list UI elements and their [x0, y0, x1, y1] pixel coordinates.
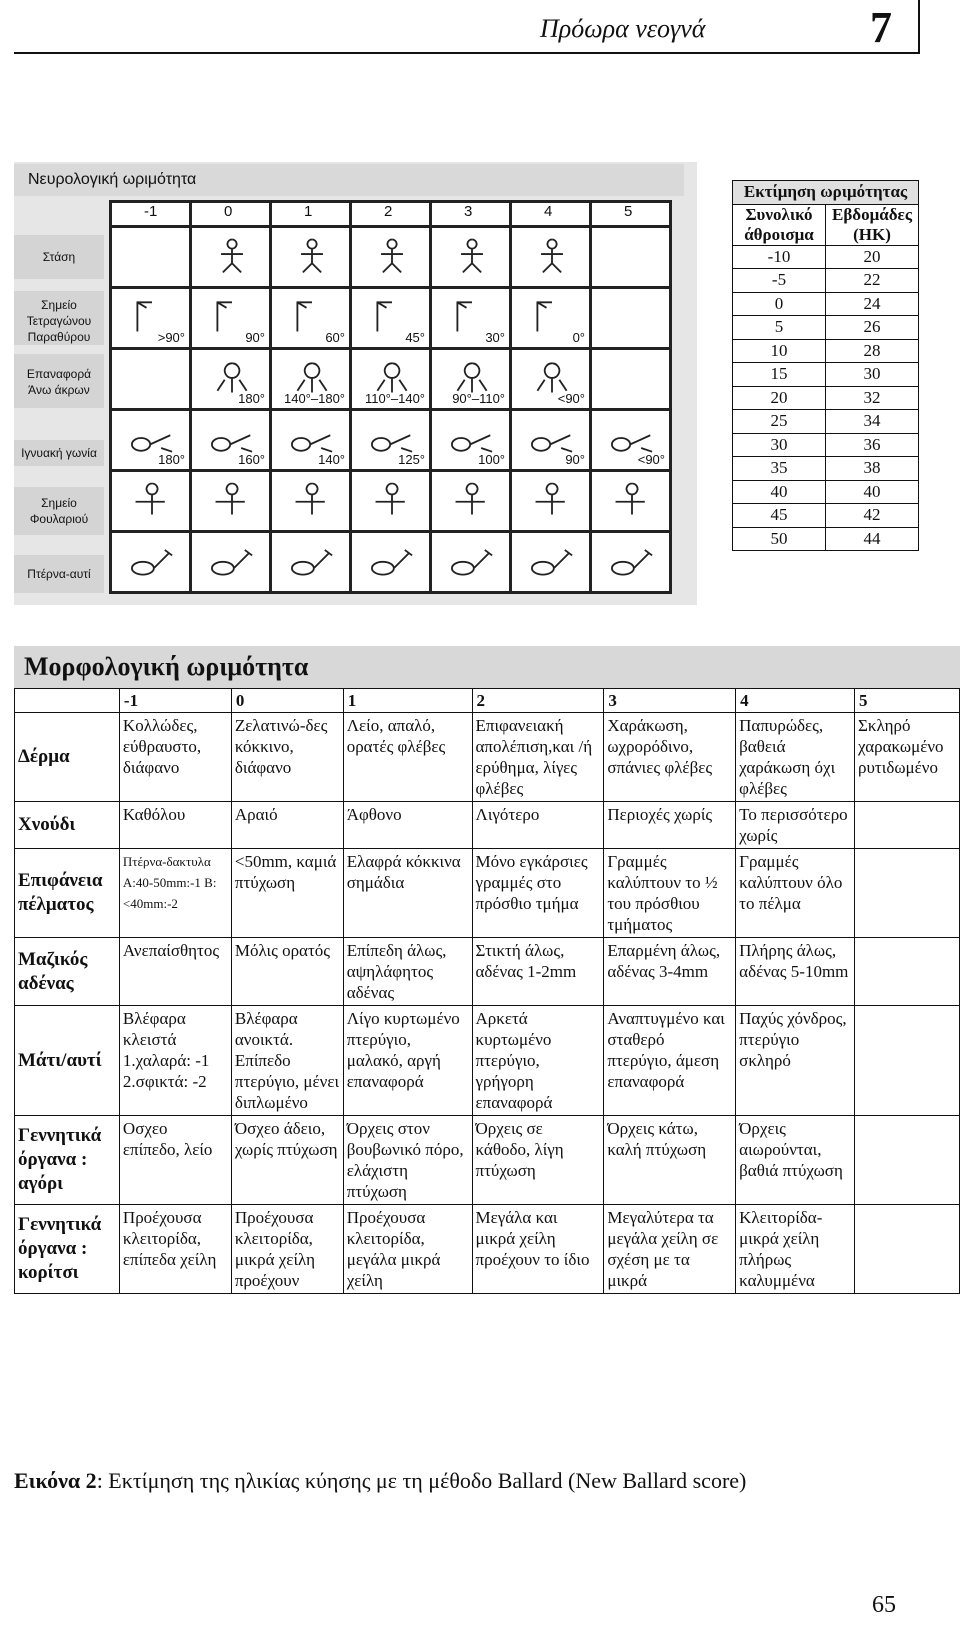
maturity-weeks: 20	[826, 245, 919, 269]
header-divider	[918, 0, 920, 54]
maturity-score: 10	[733, 339, 826, 363]
morph-cell	[855, 1116, 960, 1205]
neuro-cell	[431, 288, 511, 349]
neuro-posture-sketch-icon	[122, 478, 182, 520]
caption-label: Εικόνα 2	[14, 1468, 97, 1493]
maturity-weeks: 30	[826, 363, 919, 387]
neuro-cell	[591, 410, 671, 471]
maturity-title: Εκτίμηση ωριμότητας	[733, 181, 919, 205]
morph-cell: Κολλώδες, εύθραυστο, διάφανο	[119, 713, 231, 802]
morph-cell: Επαρμένη άλως, αδένας 3-4mm	[604, 938, 736, 1006]
morph-col-header: 3	[604, 689, 736, 713]
morph-cell: Παχύς χόνδρος, πτερύγιο σκληρό	[736, 1006, 855, 1116]
neuro-angle-label: <90°	[637, 452, 665, 467]
neuro-cell	[191, 349, 271, 410]
morph-cell: Προέχουσα κλειτορίδα, μικρά χείλη προέχουν	[231, 1205, 343, 1294]
morph-cell: Ανεπαίσθητος	[119, 938, 231, 1006]
maturity-row	[733, 504, 919, 528]
neuro-cell	[431, 532, 511, 593]
neuro-row	[111, 349, 671, 410]
neuro-angle-label: 90°	[565, 452, 585, 467]
morph-cell: Πτέρνα-δακτυλα A:40-50mm:-1 B:<40mm:-2	[119, 849, 231, 938]
neuro-row	[111, 288, 671, 349]
neuro-posture-sketch-icon	[282, 539, 342, 581]
neuro-cell	[271, 227, 351, 288]
neuro-row-label: Ιγνυακή γωνία	[14, 440, 104, 466]
neuro-col-header: 1	[271, 202, 351, 227]
neuro-col-header: 0	[191, 202, 271, 227]
morph-cell	[855, 802, 960, 849]
maturity-col-score: Συνολικό άθροισμα	[733, 204, 826, 245]
neuro-posture-sketch-icon	[362, 234, 422, 276]
morph-cell	[855, 849, 960, 938]
neuro-cell	[351, 227, 431, 288]
neuro-posture-sketch-icon	[442, 539, 502, 581]
neuro-cell	[191, 288, 271, 349]
neuro-angle-label: <90°	[557, 391, 585, 406]
morph-row-label: Γεννητικά όργανα : κορίτσι	[15, 1205, 120, 1294]
neuro-angle-label: 45°	[405, 330, 425, 345]
neuro-cell	[431, 410, 511, 471]
neuro-cell	[511, 349, 591, 410]
neuro-cell	[271, 532, 351, 593]
morph-corner	[15, 689, 120, 713]
morph-row	[15, 849, 960, 938]
neuro-cell	[351, 471, 431, 532]
neuro-cell	[511, 532, 591, 593]
morph-row	[15, 1006, 960, 1116]
neuro-cell	[111, 532, 191, 593]
morph-row-label: Επιφάνεια πέλματος	[15, 849, 120, 938]
morph-cell: Γραμμές καλύπτουν το ½ του πρόσθιου τμήματος	[604, 849, 736, 938]
maturity-score: -10	[733, 245, 826, 269]
morph-cell: Στικτή άλως, αδένας 1-2mm	[472, 938, 604, 1006]
morph-cell: Χαράκωση, ωχρορόδινο, σπάνιες φλέβες	[604, 713, 736, 802]
neuro-angle-label: 125°	[398, 452, 425, 467]
maturity-row	[733, 269, 919, 293]
morph-cell: Το περισσότερο χωρίς	[736, 802, 855, 849]
figure-caption	[14, 1468, 944, 1494]
morph-cell: Όρχεις στον βουβωνικό πόρο, ελάχιστη πτύχωση	[343, 1116, 472, 1205]
neuro-posture-sketch-icon	[602, 478, 662, 520]
neuro-angle-label: 140°–180°	[283, 391, 345, 406]
maturity-score: 20	[733, 386, 826, 410]
neuro-angle-label: 180°	[158, 452, 185, 467]
neuro-cell	[431, 471, 511, 532]
maturity-score: 5	[733, 316, 826, 340]
morph-cell: Μόλις ορατός	[231, 938, 343, 1006]
neuro-angle-label: 110°–140°	[364, 391, 425, 406]
morph-col-header: 2	[472, 689, 604, 713]
maturity-score: -5	[733, 269, 826, 293]
maturity-score: 15	[733, 363, 826, 387]
morph-cell	[855, 938, 960, 1006]
neuro-posture-sketch-icon	[442, 478, 502, 520]
neuro-cell	[191, 227, 271, 288]
neuro-row-label: Επαναφορά Άνω άκρων	[14, 354, 104, 408]
maturity-row	[733, 363, 919, 387]
morph-row	[15, 713, 960, 802]
neuro-title: Νευρολογική ωριμότητα	[14, 164, 684, 196]
maturity-rating-table	[732, 180, 919, 551]
neuro-row	[111, 410, 671, 471]
neuro-posture-sketch-icon	[202, 234, 262, 276]
morph-row-label: Μαζικός αδένας	[15, 938, 120, 1006]
maturity-weeks: 22	[826, 269, 919, 293]
neuro-posture-sketch-icon	[202, 539, 262, 581]
neuro-angle-label: 0°	[572, 330, 585, 345]
neuro-row	[111, 532, 671, 593]
morph-col-header: 5	[855, 689, 960, 713]
maturity-row	[733, 386, 919, 410]
neuro-posture-sketch-icon	[522, 478, 582, 520]
maturity-weeks: 44	[826, 527, 919, 551]
neuro-cell	[111, 227, 191, 288]
maturity-weeks: 24	[826, 292, 919, 316]
morph-cell: Αρκετά κυρτωμένο πτερύγιο, γρήγορη επαναφορά	[472, 1006, 604, 1116]
maturity-row	[733, 316, 919, 340]
maturity-score: 25	[733, 410, 826, 434]
neuro-cell	[271, 288, 351, 349]
neuro-posture-sketch-icon	[602, 539, 662, 581]
morph-cell	[855, 1006, 960, 1116]
neuro-angle-label: 90°	[245, 330, 265, 345]
morph-cell: Λιγότερο	[472, 802, 604, 849]
morph-cell: Παπυρώδες, βαθειά χαράκωση όχι φλέβες	[736, 713, 855, 802]
morph-cell: Αραιό	[231, 802, 343, 849]
maturity-weeks: 34	[826, 410, 919, 434]
morph-row	[15, 938, 960, 1006]
neuro-cell	[351, 288, 431, 349]
neuro-cell	[351, 410, 431, 471]
morph-cell: Καθόλου	[119, 802, 231, 849]
maturity-weeks: 38	[826, 457, 919, 481]
neuro-posture-sketch-icon	[122, 539, 182, 581]
neuro-angle-label: 100°	[478, 452, 505, 467]
neuro-posture-sketch-icon	[522, 234, 582, 276]
morph-cell: Περιοχές χωρίς	[604, 802, 736, 849]
neuro-col-header: 5	[591, 202, 671, 227]
morph-cell: Προέχουσα κλειτορίδα, επίπεδα χείλη	[119, 1205, 231, 1294]
morph-cell: Όρχεις σε κάθοδο, λίγη πτύχωση	[472, 1116, 604, 1205]
neuro-cell	[591, 227, 671, 288]
neuro-row	[111, 227, 671, 288]
morph-cell: Σκληρό χαρακωμένο ρυτιδωμένο	[855, 713, 960, 802]
chapter-number: 7	[870, 3, 892, 52]
neuro-posture-sketch-icon	[202, 478, 262, 520]
morph-cell: Οσχεο επίπεδο, λείο	[119, 1116, 231, 1205]
neuro-cell	[511, 227, 591, 288]
page-number: 65	[872, 1592, 896, 1618]
neuro-angle-label: 90°–110°	[452, 391, 505, 406]
maturity-score: 40	[733, 480, 826, 504]
morph-cell: Μόνο εγκάρσιες γραμμές στο πρόσθιο τμήμα	[472, 849, 604, 938]
maturity-row	[733, 339, 919, 363]
maturity-weeks: 42	[826, 504, 919, 528]
neuro-angle-label: 60°	[325, 330, 345, 345]
maturity-weeks: 26	[826, 316, 919, 340]
neuro-cell	[271, 471, 351, 532]
neuro-posture-sketch-icon	[362, 478, 422, 520]
neuro-posture-sketch-icon	[442, 234, 502, 276]
morph-cell: Βλέφαρα κλειστά 1.χαλαρά: -1 2.σφικτά: -2	[119, 1006, 231, 1116]
neuro-posture-sketch-icon	[522, 539, 582, 581]
neuro-row-label: Σημείο Τετραγώνου Παραθύρου	[14, 291, 104, 345]
morph-row-label: Χνούδι	[15, 802, 120, 849]
neuro-posture-sketch-icon	[282, 234, 342, 276]
morph-cell: Μεγάλα και μικρά χείλη προέχουν το ίδιο	[472, 1205, 604, 1294]
running-header-title: Πρόωρα νεογνά	[540, 14, 706, 43]
neuro-cell	[111, 410, 191, 471]
maturity-score: 50	[733, 527, 826, 551]
neuro-angle-label: 180°	[238, 391, 265, 406]
neuro-posture-sketch-icon	[362, 539, 422, 581]
morph-col-header: 4	[736, 689, 855, 713]
morph-col-header: 0	[231, 689, 343, 713]
morph-cell: Προέχουσα κλειτορίδα, μεγάλα μικρά χείλη	[343, 1205, 472, 1294]
morph-cell: Όρχεις κάτω, καλή πτύχωση	[604, 1116, 736, 1205]
neuro-cell	[351, 349, 431, 410]
neuro-cell	[511, 471, 591, 532]
neuro-cell	[191, 532, 271, 593]
morph-cell: <50mm, καμιά πτύχωση	[231, 849, 343, 938]
neuro-row-label: Πτέρνα-αυτί	[14, 555, 104, 593]
morph-cell: Όρχεις αιωρούνται, βαθιά πτύχωση	[736, 1116, 855, 1205]
neuro-col-header: 2	[351, 202, 431, 227]
maturity-score: 45	[733, 504, 826, 528]
neuro-row	[111, 471, 671, 532]
neuro-cell	[191, 410, 271, 471]
neuro-row-label: Σημείο Φουλαριού	[14, 487, 104, 535]
neuro-cell	[351, 532, 431, 593]
morph-cell: Επίπεδη άλως, αψηλάφητος αδένας	[343, 938, 472, 1006]
morph-row-label: Μάτι/αυτί	[15, 1006, 120, 1116]
morph-cell: Πλήρης άλως, αδένας 5-10mm	[736, 938, 855, 1006]
morph-cell: Ζελατινώ-δες κόκκινο, διάφανο	[231, 713, 343, 802]
maturity-weeks: 36	[826, 433, 919, 457]
morph-cell: Γραμμές καλύπτουν όλο το πέλμα	[736, 849, 855, 938]
morph-cell: Άφθονο	[343, 802, 472, 849]
neuro-cell	[191, 471, 271, 532]
neuro-cell	[511, 410, 591, 471]
maturity-score: 30	[733, 433, 826, 457]
morph-row	[15, 1116, 960, 1205]
morph-table	[14, 688, 960, 1294]
maturity-score: 35	[733, 457, 826, 481]
neuro-angle-label: >90°	[157, 330, 185, 345]
maturity-row	[733, 245, 919, 269]
neuro-cell	[511, 288, 591, 349]
neuro-cell	[111, 349, 191, 410]
morph-cell	[855, 1205, 960, 1294]
neuro-cell	[591, 349, 671, 410]
neuro-score-grid	[109, 200, 672, 594]
neuro-cell	[271, 349, 351, 410]
neuro-cell	[111, 288, 191, 349]
maturity-row	[733, 433, 919, 457]
morph-row-label: Δέρμα	[15, 713, 120, 802]
caption-text: : Εκτίμηση της ηλικίας κύησης με τη μέθοδο Ballard (New Ballard score)	[96, 1468, 747, 1493]
maturity-weeks: 32	[826, 386, 919, 410]
maturity-row	[733, 480, 919, 504]
neuro-col-header: 3	[431, 202, 511, 227]
morph-cell: Λείο, απαλό, ορατές φλέβες	[343, 713, 472, 802]
neuro-col-header: -1	[111, 202, 191, 227]
neuro-angle-label: 140°	[318, 452, 345, 467]
morph-row-label: Γεννητικά όργανα : αγόρι	[15, 1116, 120, 1205]
morph-cell: Βλέφαρα ανοικτά. Επίπεδο πτερύγιο, μένει διπλωμένο	[231, 1006, 343, 1116]
maturity-col-weeks: Εβδομάδες (ΗΚ)	[826, 204, 919, 245]
neuro-angle-label: 30°	[485, 330, 505, 345]
maturity-row	[733, 457, 919, 481]
maturity-score: 0	[733, 292, 826, 316]
neuro-cell	[591, 471, 671, 532]
morph-row	[15, 802, 960, 849]
morph-cell: Αναπτυγμένο και σταθερό πτερύγιο, άμεση επαναφορά	[604, 1006, 736, 1116]
morph-title: Μορφολογική ωριμότητα	[14, 646, 960, 688]
morph-cell: Μεγαλύτερα τα μεγάλα χείλη σε σχέση με τα μικρά	[604, 1205, 736, 1294]
neuro-cell	[271, 410, 351, 471]
neuro-row-label: Στάση	[14, 235, 104, 279]
neuro-col-header: 4	[511, 202, 591, 227]
maturity-weeks: 40	[826, 480, 919, 504]
maturity-row	[733, 292, 919, 316]
neuro-cell	[591, 288, 671, 349]
neuro-angle-label: 160°	[238, 452, 265, 467]
neuro-cell	[591, 532, 671, 593]
morph-cell: Ελαφρά κόκκινα σημάδια	[343, 849, 472, 938]
neuro-posture-sketch-icon	[282, 478, 342, 520]
maturity-row	[733, 410, 919, 434]
header-rule	[14, 52, 919, 54]
neuro-cell	[431, 349, 511, 410]
morph-col-header: -1	[119, 689, 231, 713]
morph-col-header: 1	[343, 689, 472, 713]
morph-cell: Κλειτορίδα-μικρά χείλη πλήρως καλυμμένα	[736, 1205, 855, 1294]
maturity-row	[733, 527, 919, 551]
morph-cell: Λίγο κυρτωμένο πτερύγιο, μαλακό, αργή επαναφορά	[343, 1006, 472, 1116]
maturity-weeks: 28	[826, 339, 919, 363]
neuro-cell	[431, 227, 511, 288]
morph-row	[15, 1205, 960, 1294]
morph-cell: Επιφανειακή απολέπιση,και /ή ερύθημα, λίγες φλέβες	[472, 713, 604, 802]
morph-cell: Όσχεο άδειο, χωρίς πτύχωση	[231, 1116, 343, 1205]
neuro-cell	[111, 471, 191, 532]
